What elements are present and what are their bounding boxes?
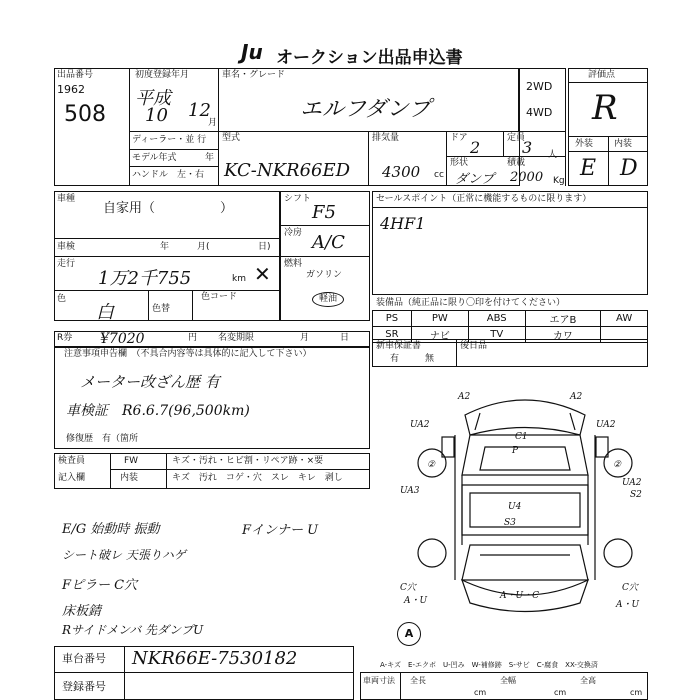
- inspection-label: 車検: [57, 242, 76, 252]
- capacity-unit: 人: [548, 150, 558, 160]
- form-title: オークション出品申込書: [276, 48, 463, 68]
- equip-abs: ABS: [468, 311, 525, 327]
- inspector-mid-note: Fインナー U: [242, 523, 319, 538]
- car-name-value: エルフダンプ: [300, 97, 431, 122]
- displacement-value: 4300: [382, 163, 421, 181]
- notes-label: 注意事項申告欄 （不具合内容等は具体的に記入して下さい）: [64, 349, 312, 359]
- new-car-label: 新車保証書: [376, 341, 422, 351]
- inspector-note-3: Fピラー C穴: [62, 578, 138, 593]
- footer-unit-1: cm: [474, 688, 487, 697]
- repair-label: 修復歴 有（箇所: [66, 434, 139, 444]
- mark-s2: S2: [630, 490, 642, 500]
- notes-line2: 車検証 R6.6.7(96,500km): [66, 403, 250, 419]
- inspector-note-1: E/G 始動時 振動: [62, 522, 160, 537]
- equip-tv: TV: [468, 327, 525, 343]
- capacity-value: 3: [522, 138, 533, 157]
- new-car-none: 無: [425, 354, 435, 364]
- handle-label: ハンドル 左・右: [132, 170, 205, 180]
- inspector-label1: 検査員: [58, 456, 86, 466]
- drive-box: [518, 68, 566, 132]
- car-name-label: 車名・グレード: [222, 70, 286, 80]
- mark-c-hole-left: C穴: [400, 583, 416, 593]
- mark-wheel-fr: ②: [613, 460, 622, 470]
- equip-navi: ナビ: [411, 327, 468, 343]
- equipment-label: 装備品（純正品に限り〇印を付けてください）: [376, 298, 566, 308]
- first-reg-label: 初度登録年月: [135, 70, 190, 80]
- drive-4wd: 4WD: [526, 106, 553, 119]
- doors-label: ドア: [450, 133, 468, 143]
- mark-a2-right: A2: [570, 392, 583, 402]
- mark-u4: U4: [508, 502, 522, 512]
- mileage-unit: km: [232, 274, 246, 284]
- model-year-label: モデル年式: [132, 153, 177, 163]
- recycle-unit: 円: [188, 333, 198, 343]
- footer-unit-2: cm: [554, 688, 567, 697]
- footer-length-label: 全長: [410, 676, 426, 685]
- after-label: 後日品: [460, 341, 488, 351]
- lot-code: 1962: [57, 83, 85, 96]
- first-reg-era: 平成: [135, 88, 171, 109]
- model-year-unit: 年: [205, 153, 215, 163]
- fuel-diesel: 軽油: [312, 292, 344, 307]
- name-change-day: 日: [340, 333, 350, 343]
- inspector-note-4: 床板錆: [62, 604, 102, 619]
- inspector-fw: FW: [124, 456, 139, 466]
- model-type-value: KC-NKR66ED: [224, 160, 351, 181]
- equip-leather: カワ: [525, 327, 601, 343]
- equip-airbag: エアB: [525, 311, 601, 327]
- name-change-label: 名変期限: [218, 333, 255, 343]
- dealer-label: ディーラー・並 行: [132, 135, 207, 145]
- shift-label: シフト: [284, 194, 312, 204]
- load-value: 2000: [510, 170, 544, 185]
- drive-2wd: 2WD: [526, 80, 553, 93]
- chassis-value: NKR66E-7530182: [132, 648, 298, 669]
- doors-value: 2: [470, 138, 481, 157]
- ext-label: 外装: [575, 139, 594, 149]
- mark-ua2-left: UA2: [410, 420, 430, 430]
- mark-ua3: UA3: [400, 486, 420, 496]
- lot-label: 出品番号: [57, 70, 94, 80]
- mark-ua2-side: UA2: [622, 478, 642, 488]
- mark-au-left: A・U: [404, 596, 428, 606]
- mark-p: P: [512, 446, 519, 456]
- mark-au-right: A・U: [616, 600, 640, 610]
- mark-auc-rear: A・U・C: [500, 591, 539, 601]
- mark-c-hole-right: C穴: [622, 583, 638, 593]
- inspector-legend1: キズ・汚れ・ヒビ割・リペア跡・×要: [172, 456, 324, 466]
- footer-height-label: 全高: [580, 676, 596, 685]
- int-label: 内装: [614, 139, 633, 149]
- capacity-label: 定員: [507, 133, 526, 143]
- reg-label: 登録番号: [62, 680, 106, 693]
- first-reg-month: 12: [188, 100, 211, 121]
- displacement-label: 排気量: [372, 133, 400, 143]
- equip-sr: SR: [373, 327, 412, 343]
- equip-pw: PW: [411, 311, 468, 327]
- mileage-value: 1万2千755: [98, 268, 192, 289]
- sales-point-value: 4HF1: [380, 214, 426, 233]
- inspector-interior: 内装: [120, 473, 139, 483]
- load-unit: Kg: [553, 176, 565, 186]
- mark-ua2-right: UA2: [596, 420, 616, 430]
- usage-value: 自家用（ ）: [103, 201, 234, 216]
- inspection-day: 日): [258, 242, 271, 252]
- ac-value: A/C: [312, 232, 345, 253]
- inspection-month: 月(: [197, 242, 210, 252]
- color-change-label: 色替: [152, 304, 171, 314]
- fuel-gas: ガソリン: [306, 270, 343, 280]
- color-label: 色: [57, 294, 67, 304]
- mark-c1: C1: [515, 432, 528, 442]
- int-value: D: [620, 156, 638, 181]
- brand-logo: Ju: [241, 40, 263, 64]
- mileage-label: 走行: [57, 259, 76, 269]
- model-type-label: 型式: [222, 133, 241, 143]
- mark-wheel-fl: ②: [427, 460, 436, 470]
- color-code-label: 色コード: [201, 292, 238, 302]
- load-label: 積載: [507, 158, 526, 168]
- first-reg-year: 10: [145, 105, 168, 126]
- displacement-unit: cc: [434, 170, 444, 180]
- vehicle-diagram: [400, 385, 650, 630]
- recycle-label: R券: [57, 333, 73, 343]
- inspection-year: 年: [160, 242, 170, 252]
- shape-value: ダンプ: [455, 172, 495, 187]
- ac-label: 冷房: [284, 228, 303, 238]
- ext-value: E: [580, 156, 597, 181]
- chassis-label: 車台番号: [62, 652, 106, 665]
- inspector-note-5: Rサイドメンバ 先ダンプU: [62, 623, 204, 637]
- recycle-value: ¥7020: [100, 331, 145, 347]
- equip-aw: AW: [601, 311, 648, 327]
- footer-unit-3: cm: [630, 688, 643, 697]
- inspector-stamp: A: [397, 622, 421, 646]
- footer-width-label: 全幅: [500, 676, 516, 685]
- color-value: 白: [96, 302, 114, 323]
- usage-label: 車種: [57, 194, 76, 204]
- shift-value: F5: [312, 202, 336, 223]
- inspector-legend2: キズ 汚れ コゲ・穴 スレ キレ 剥し: [172, 473, 343, 483]
- first-reg-month-unit: 月: [208, 118, 218, 128]
- rating-value: R: [592, 88, 618, 128]
- inspector-note-2: シート破レ 天張りハゲ: [62, 548, 186, 562]
- footer-dim-label: 車両寸法: [363, 676, 395, 685]
- notes-line1: メーター改ざん歴 有: [80, 373, 220, 391]
- damage-legend: A-キズ E-エクボ U-凹み W-補修跡 S-サビ C-腐食 XX-交換済: [380, 661, 598, 669]
- name-change-month: 月: [300, 333, 310, 343]
- rating-label: 評価点: [588, 70, 616, 80]
- lot-number: 508: [64, 102, 106, 127]
- mark-s3: S3: [504, 518, 516, 528]
- mark-a2-left: A2: [458, 392, 471, 402]
- mileage-mark: ✕: [254, 262, 271, 286]
- sales-point-label: セールスポイント（正常に機能するものに限ります）: [376, 194, 592, 204]
- shape-label: 形状: [450, 158, 469, 168]
- inspector-label2: 記入欄: [58, 473, 86, 483]
- equip-ps: PS: [373, 311, 412, 327]
- new-car-have: 有: [390, 354, 400, 364]
- fuel-label: 燃料: [284, 259, 303, 269]
